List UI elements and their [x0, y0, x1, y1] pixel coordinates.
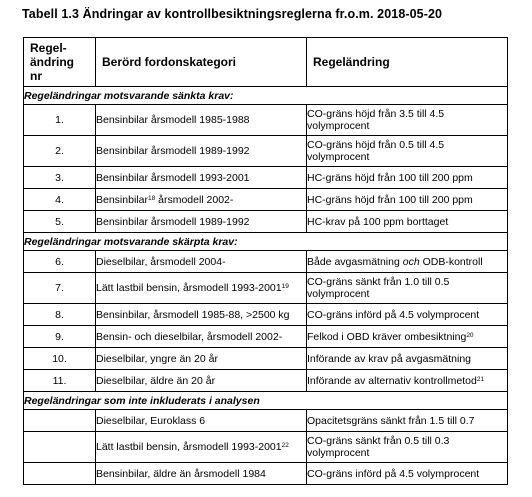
table-row — [24, 348, 508, 370]
category-text: Bensinbilar, äldre än årsmodell 1984 — [96, 467, 266, 480]
category-text: Dieselbilar, Euroklass 6 — [96, 414, 206, 427]
section-title: Regeländringar som inte inkluderats i analysen — [24, 392, 508, 410]
change-text: CO-gräns sänkt från 1.0 till 0.5 volymprocent — [307, 276, 450, 300]
table-row — [24, 463, 508, 485]
change-cell — [307, 105, 508, 136]
rule-number-cell: 7. — [24, 273, 96, 304]
rule-number-cell: 8. — [24, 304, 96, 326]
table-row — [24, 189, 508, 211]
change-text: Opacitetsgräns sänkt från 1.5 till 0.7 — [307, 414, 475, 427]
change-cell — [307, 463, 508, 485]
category-text: Dieselbilar, äldre än 20 år — [96, 374, 216, 387]
section-header-row — [24, 233, 508, 251]
category-text: Dieselbilar, årsmodell 2004- — [96, 255, 226, 268]
header-rule-number — [24, 38, 96, 87]
header-rule-number-line2: ändring nr — [30, 55, 74, 83]
change-cell — [307, 211, 508, 233]
change-cell — [307, 326, 508, 348]
change-cell — [307, 348, 508, 370]
table-row — [24, 370, 508, 392]
change-text: Felkod i OBD kräver ombesiktning — [307, 330, 467, 343]
change-cell — [307, 251, 508, 273]
table-row — [24, 273, 508, 304]
change-text: HC-gräns höjd från 100 till 200 ppm — [307, 171, 473, 184]
category-text: Bensinbilar årsmodell 1989-1992 — [96, 215, 250, 228]
category-cell — [96, 410, 307, 432]
footnote-marker: 18 — [147, 194, 156, 202]
section-title: Regeländringar motsvarande skärpta krav: — [24, 233, 508, 251]
change-cell — [307, 304, 508, 326]
change-text: HC-krav på 100 ppm borttaget — [307, 215, 449, 228]
table-row — [24, 432, 508, 463]
change-text: CO-gräns höjd från 0.5 till 4.5 volymprocent — [307, 139, 445, 163]
category-text: Lätt lastbil bensin, årsmodell 1993-2001 — [96, 282, 282, 294]
change-text: CO-gräns sänkt från 0.5 till 0.3 volymprocent — [307, 435, 450, 459]
change-text: CO-gräns införd på 4.5 volymprocent — [307, 467, 480, 480]
rule-number-cell: 5. — [24, 211, 96, 233]
category-text: Bensinbilar årsmodell 1989-1992 — [96, 145, 250, 157]
category-cell — [96, 105, 307, 136]
category-text: Bensinbilar årsmodell 1993-2001 — [96, 171, 250, 184]
change-text: Införande av krav på avgasmätning — [307, 352, 472, 365]
section-header-row — [24, 87, 508, 105]
footnote-marker: 20 — [466, 331, 474, 339]
table-row — [24, 167, 508, 189]
footnote-marker: 22 — [281, 442, 289, 449]
category-cell — [96, 251, 307, 273]
table-row — [24, 410, 508, 432]
table-caption: Tabell 1.3 Ändringar av kontrollbesiktningsreglerna fr.o.m. 2018-05-20 — [22, 7, 443, 21]
header-category: Berörd fordonskategori — [96, 38, 307, 87]
table-row — [24, 211, 508, 233]
rule-number-cell: 3. — [24, 167, 96, 189]
category-text: Bensinbilar, årsmodell 1985-88, >2500 kg — [96, 308, 290, 321]
section-title: Regeländringar motsvarande sänkta krav: — [24, 87, 508, 105]
category-cell — [96, 273, 307, 304]
category-text: Lätt lastbil bensin, årsmodell 1993-2001 — [96, 441, 282, 453]
header-rule-number-line1: Regel- — [30, 41, 67, 55]
section-header-row — [24, 392, 508, 410]
rule-number-cell: 4. — [24, 189, 96, 211]
table-row — [24, 251, 508, 273]
category-text: Bensinbilar — [96, 193, 148, 206]
rule-number-cell — [24, 463, 96, 485]
rule-number-cell: 9. — [24, 326, 96, 348]
change-cell — [307, 273, 508, 304]
category-cell — [96, 326, 307, 348]
change-text: Införande av alternativ kontrollmetod — [307, 374, 477, 387]
change-emphasis: och — [402, 255, 420, 268]
category-cell — [96, 432, 307, 463]
category-cell — [96, 304, 307, 326]
change-text-after: ODB-kontroll — [419, 255, 483, 268]
change-cell — [307, 432, 508, 463]
change-text: CO-gräns införd på 4.5 volymprocent — [307, 308, 480, 321]
table-row — [24, 105, 508, 136]
category-cell — [96, 463, 307, 485]
table-row — [24, 136, 508, 167]
category-cell — [96, 136, 307, 167]
rule-number-cell: 11. — [24, 370, 96, 392]
change-cell — [307, 370, 508, 392]
change-text: CO-gräns höjd från 3.5 till 4.5 volymprocent — [307, 108, 445, 132]
table-row — [24, 326, 508, 348]
rule-number-cell — [24, 432, 96, 463]
footnote-marker: 19 — [281, 283, 289, 290]
table-row — [24, 304, 508, 326]
footnote-marker: 21 — [476, 375, 485, 383]
change-cell — [307, 189, 508, 211]
category-cell — [96, 370, 307, 392]
category-cell — [96, 211, 307, 233]
header-row — [24, 38, 508, 87]
category-text: Dieselbilar, yngre än 20 år — [96, 352, 218, 365]
category-cell — [96, 167, 307, 189]
change-cell — [307, 167, 508, 189]
header-change: Regeländring — [307, 38, 508, 87]
rule-number-cell: 1. — [24, 105, 96, 136]
regulation-changes-table — [23, 37, 508, 485]
rule-number-cell: 2. — [24, 136, 96, 167]
change-cell — [307, 136, 508, 167]
change-text: HC-gräns höjd från 100 till 200 ppm — [307, 193, 473, 206]
change-text: Både avgasmätning — [307, 255, 403, 268]
rule-number-cell: 10. — [24, 348, 96, 370]
category-text: Bensinbilar årsmodell 1985-1988 — [96, 114, 250, 126]
rule-number-cell: 6. — [24, 251, 96, 273]
category-cell — [96, 348, 307, 370]
change-cell — [307, 410, 508, 432]
table-body — [24, 87, 508, 485]
category-cell — [96, 189, 307, 211]
rule-number-cell — [24, 410, 96, 432]
category-text: Bensin- och dieselbilar, årsmodell 2002- — [96, 330, 283, 343]
category-text-after: årsmodell 2002- — [155, 193, 234, 206]
